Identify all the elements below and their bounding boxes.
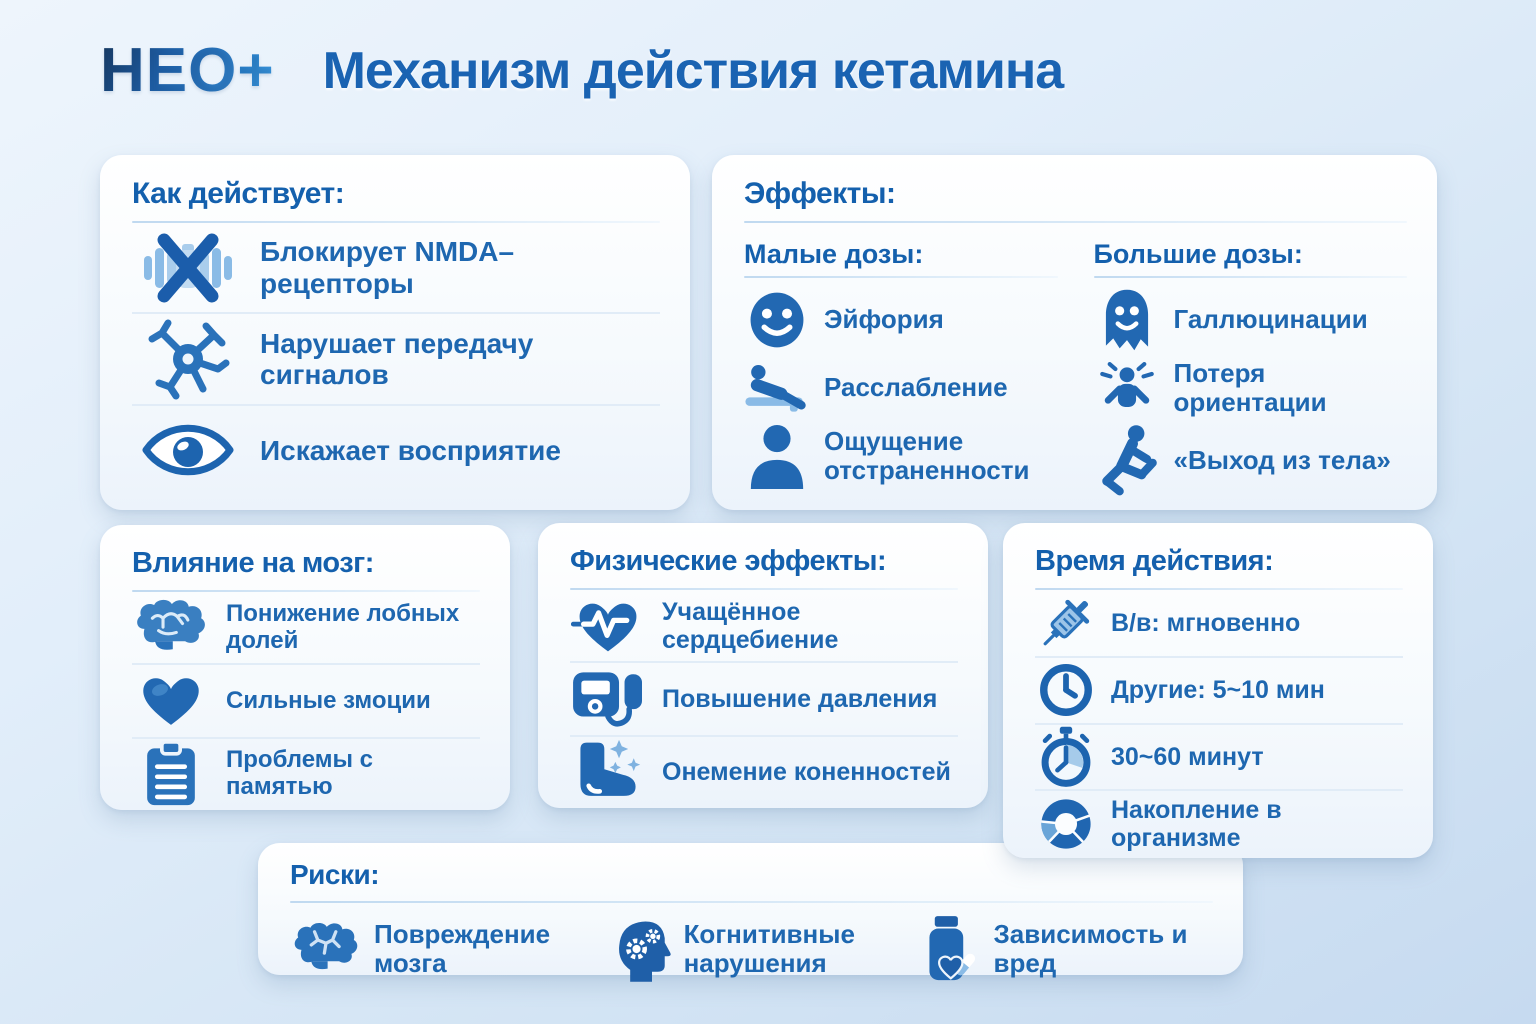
card-how-it-works bbox=[100, 155, 690, 510]
smiley-face-icon bbox=[744, 289, 810, 351]
list-item-label: Зависимость и вред bbox=[993, 918, 1188, 978]
list-item-label: Искажает восприятие bbox=[260, 434, 561, 466]
clock-icon bbox=[1035, 662, 1097, 718]
list-item bbox=[1094, 422, 1408, 500]
card-title: Эффекты: bbox=[744, 177, 896, 210]
list-item bbox=[744, 286, 1058, 354]
logo-text: НЕО bbox=[100, 36, 238, 105]
divider bbox=[290, 901, 1213, 903]
list-item bbox=[132, 314, 660, 405]
card-title: Как действует: bbox=[132, 177, 345, 210]
list-item bbox=[570, 663, 958, 736]
list-item bbox=[612, 914, 918, 984]
list-item bbox=[1094, 286, 1408, 354]
list-item bbox=[1035, 725, 1403, 792]
small-doses-column bbox=[744, 239, 1058, 500]
list-item bbox=[132, 406, 660, 495]
card-risks bbox=[258, 843, 1243, 978]
brain-icon bbox=[132, 597, 210, 659]
blocked-nmda-receptor-icon bbox=[132, 230, 244, 306]
list-item bbox=[570, 737, 958, 808]
list-item-label: Онемение коненностей bbox=[662, 758, 951, 787]
list-item bbox=[1094, 354, 1408, 422]
divider bbox=[744, 221, 1407, 223]
list-item bbox=[132, 665, 480, 738]
page-title: Механизм действия кетамина bbox=[322, 42, 1064, 100]
logo-plus-icon: + bbox=[237, 36, 275, 105]
pill-bottle-icon bbox=[917, 914, 981, 984]
list-item-label: Нарушает передачу сигналов bbox=[260, 327, 534, 390]
card-brain-impact bbox=[100, 525, 510, 810]
damaged-brain-icon bbox=[290, 920, 362, 978]
list-item bbox=[917, 914, 1213, 984]
list-item-label: Проблемы с памятью bbox=[226, 746, 374, 801]
cognitive-head-icon bbox=[612, 914, 672, 984]
heart-icon bbox=[132, 671, 210, 731]
card-duration bbox=[1003, 523, 1433, 858]
card-title: Риски: bbox=[290, 859, 380, 890]
list-item-label: Другие: 5~10 мин bbox=[1111, 676, 1325, 705]
ghost-icon bbox=[1094, 287, 1160, 353]
syringe-icon bbox=[1035, 590, 1097, 656]
list-item-label: Эйфория bbox=[824, 304, 944, 335]
list-item bbox=[1035, 791, 1403, 856]
list-item bbox=[744, 422, 1058, 490]
reclining-person-icon bbox=[744, 355, 810, 421]
divider bbox=[1094, 276, 1408, 278]
list-item-label: Повреждение мозга bbox=[374, 918, 551, 978]
column-title: Малые дозы: bbox=[744, 239, 924, 269]
list-item-label: Блокирует NMDA–рецепторы bbox=[260, 236, 515, 299]
list-item-label: Накопление в организме bbox=[1111, 795, 1282, 852]
stopwatch-icon bbox=[1035, 726, 1097, 788]
list-item-label: «Выход из тела» bbox=[1173, 445, 1391, 476]
list-item-label: В/в: мгновенно bbox=[1111, 609, 1301, 637]
list-item-label: 30~60 минут bbox=[1111, 743, 1264, 771]
list-item-label: Понижение лобных долей bbox=[226, 599, 460, 654]
card-title: Время действия: bbox=[1035, 545, 1274, 577]
list-item bbox=[1035, 658, 1403, 725]
card-title: Влияние на мозг: bbox=[132, 547, 374, 579]
card-effects bbox=[712, 155, 1437, 510]
person-icon bbox=[744, 423, 810, 489]
clipboard-icon bbox=[132, 741, 210, 807]
list-item-label: Сильные змоции bbox=[226, 686, 431, 714]
card-physical-effects bbox=[538, 523, 988, 808]
list-item bbox=[744, 354, 1058, 422]
disoriented-person-icon bbox=[1094, 354, 1160, 422]
list-item-label: Потеря ориентации bbox=[1173, 357, 1327, 417]
list-item bbox=[1035, 590, 1403, 658]
list-item bbox=[132, 223, 660, 314]
list-item-label: Галлюцинации bbox=[1173, 304, 1368, 335]
list-item bbox=[132, 739, 480, 810]
large-doses-column bbox=[1094, 239, 1408, 500]
list-item bbox=[132, 592, 480, 665]
heartbeat-icon bbox=[570, 595, 646, 657]
list-item-label: Когнитивные нарушения bbox=[683, 918, 855, 978]
column-title: Большие дозы: bbox=[1093, 239, 1303, 269]
list-item-label: Повышение давления bbox=[662, 684, 938, 713]
list-item-label: Расслабление bbox=[824, 372, 1008, 403]
neuron-icon bbox=[132, 317, 244, 401]
numb-foot-icon bbox=[570, 738, 646, 806]
list-item bbox=[570, 590, 958, 663]
list-item-label: Ощущение отстраненности bbox=[824, 425, 1030, 485]
header bbox=[100, 36, 1064, 105]
list-item-label: Учащённое сердцебиение bbox=[662, 597, 839, 654]
donut-chart-icon bbox=[1035, 796, 1097, 852]
card-title: Физические эффекты: bbox=[570, 545, 887, 577]
list-item bbox=[290, 920, 612, 978]
out-of-body-icon bbox=[1094, 422, 1160, 500]
neo-plus-logo bbox=[100, 36, 275, 105]
divider bbox=[744, 276, 1058, 278]
blood-pressure-icon bbox=[570, 665, 646, 733]
eye-icon bbox=[132, 419, 244, 481]
